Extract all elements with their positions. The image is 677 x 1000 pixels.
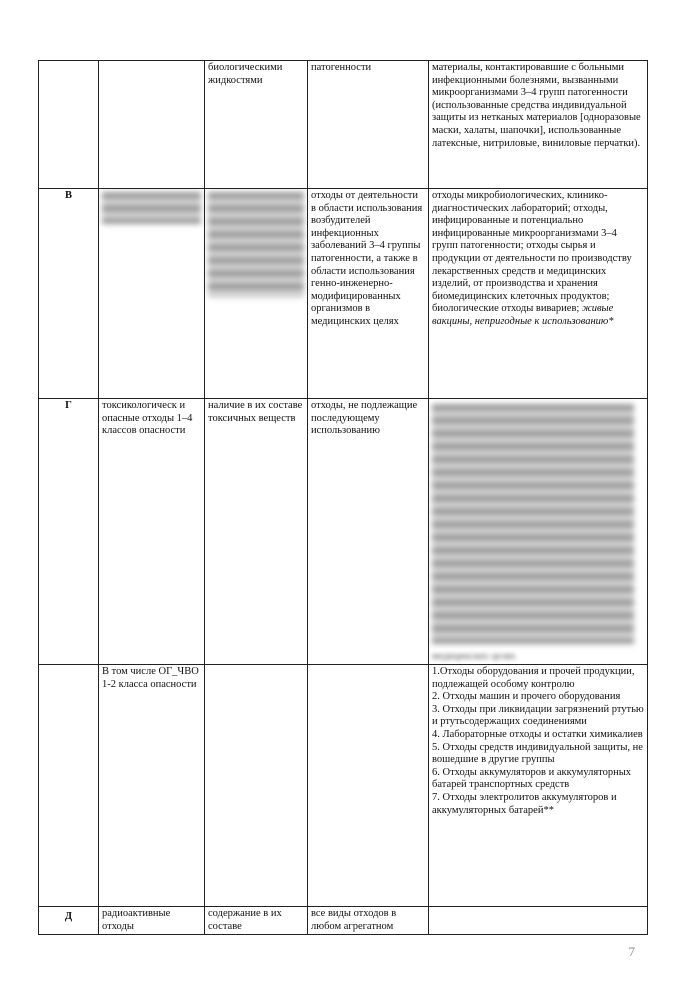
feature-cell: биологическими жидкостями <box>205 61 308 189</box>
type-cell: радиоактивные отходы <box>99 907 205 935</box>
waste-classification-table <box>38 60 648 935</box>
redacted-text-block <box>102 192 201 224</box>
category-cell: В <box>39 189 99 399</box>
composition-cell: материалы, контактировавшие с больными инфекционными болезнями, вызванными микроорганизмами 3–4 групп патогенности (использованные средства индивидуальной защиты из нетканых материалов [одноразовые маски, халаты, шапочки], использованные латексные, нитриловые, виниловые перчатки). <box>429 61 648 189</box>
category-cell-empty <box>39 665 99 907</box>
type-cell-blurred <box>99 189 205 399</box>
characteristic-cell: все виды отходов в любом агрегатном <box>308 907 429 935</box>
partially-visible-text: медицинских целях <box>432 651 516 663</box>
table-row <box>39 665 648 907</box>
feature-cell: содержание в их составе <box>205 907 308 935</box>
category-cell: Г <box>39 399 99 665</box>
feature-cell-blurred <box>205 189 308 399</box>
feature-cell: наличие в их составе токсичных веществ <box>205 399 308 665</box>
composition-cell-blurred <box>429 399 648 665</box>
composition-cell-empty <box>429 907 648 935</box>
table-row <box>39 907 648 935</box>
redacted-text-block <box>432 404 634 644</box>
characteristic-cell: отходы, не подлежащие последующему использованию <box>308 399 429 665</box>
table-row <box>39 189 648 399</box>
type-cell: токсикологическ и опасные отходы 1–4 классов опасности <box>99 399 205 665</box>
characteristic-cell: патогенности <box>308 61 429 189</box>
composition-text: отходы микробиологических, клинико-диагностических лабораторий; отходы, инфицированные и потенциально инфицированные микроорганизмами 3–4 групп патогенности; отходы сырья и продукции от деятельности по производству лекарственных средств и медицинских изделий, от производства и хранения биомедицинских клеточных продуктов; биологические отходы вивариев; <box>432 190 632 315</box>
type-cell: В том числе ОГ_ЧВО 1-2 класса опасности <box>99 665 205 907</box>
category-cell: Д <box>39 907 99 935</box>
composition-list-cell: 1.Отходы оборудования и прочей продукции, подлежащей особому контролю 2. Отходы машин и прочего оборудования 3. Отходы при ликвидации загрязнений ртутью и ртутьсодержащих соединениями 4. Лабораторные отходы и остатки химикалиев 5. Отходы средств индивидуальной защиты, не вошедшие в другие группы 6. Отходы аккумуляторов и аккумуляторных батарей транспортных средств 7. Отходы электролитов аккумуляторов и аккумуляторных батарей** <box>429 665 648 907</box>
type-cell <box>99 61 205 189</box>
page-number: 7 <box>628 944 635 959</box>
table-row <box>39 399 648 665</box>
category-cell <box>39 61 99 189</box>
characteristic-cell-empty <box>308 665 429 907</box>
composition-italic-text: живые вакцины, непригодные к использованию* <box>432 303 614 327</box>
table-row <box>39 61 648 189</box>
redacted-text-block <box>208 192 304 297</box>
characteristic-cell: отходы от деятельности в области использования возбудителей инфекционных заболеваний 3–4 группы патогенности, а также в области использования генно-инженерно-модифицированных организмов в медицинских целях <box>308 189 429 399</box>
composition-cell <box>429 189 648 399</box>
feature-cell-empty <box>205 665 308 907</box>
